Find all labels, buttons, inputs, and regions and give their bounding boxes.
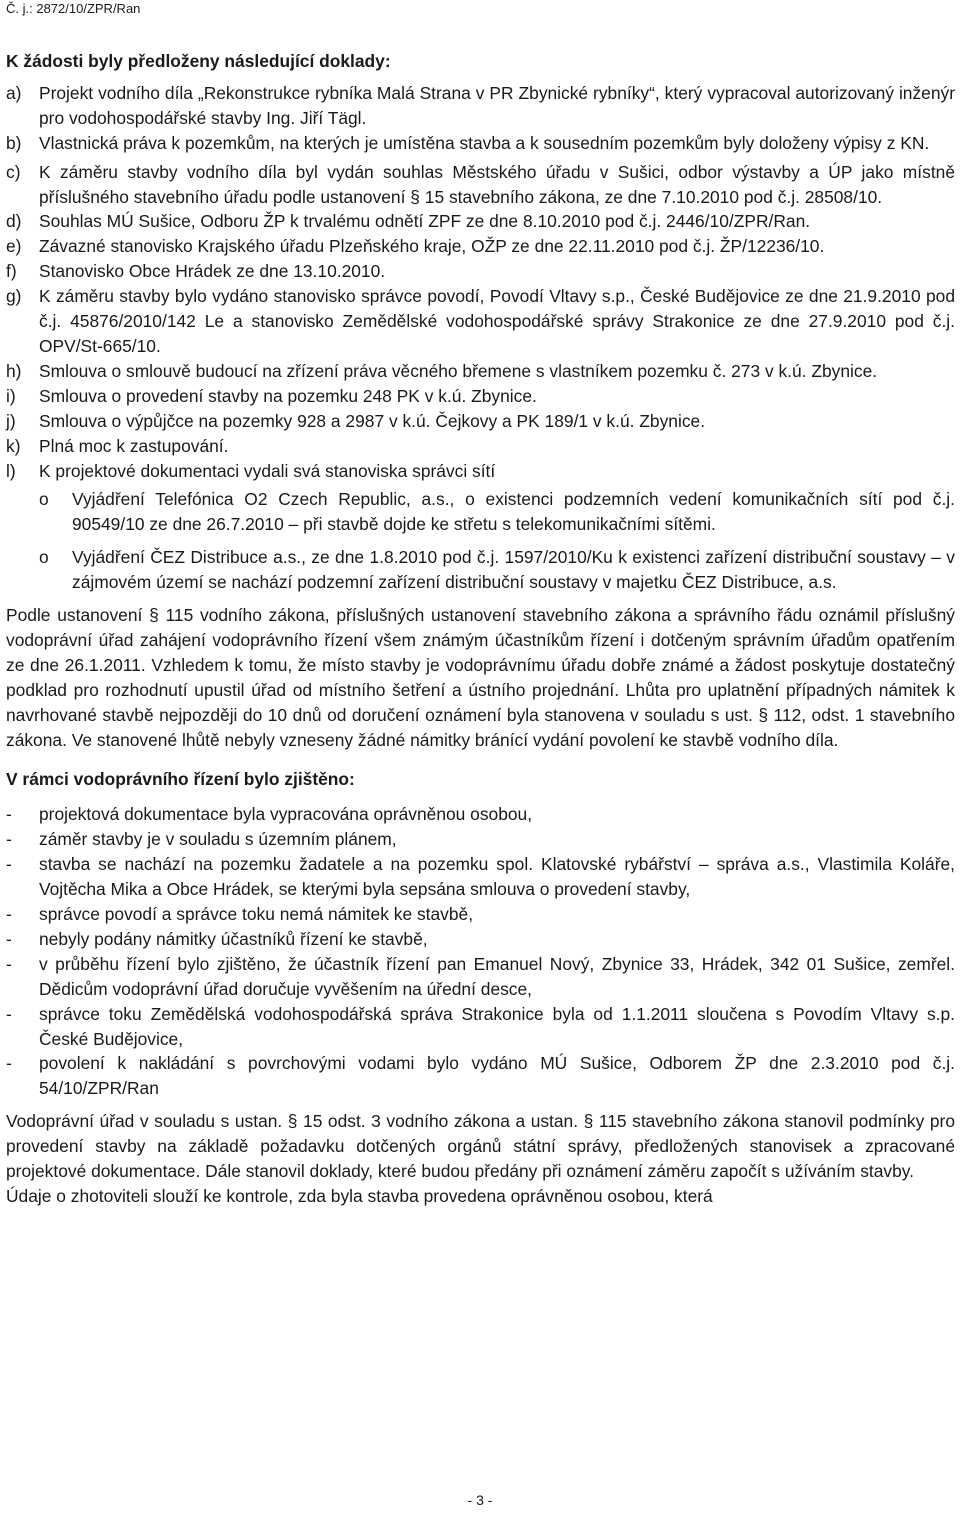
list-item — [6, 384, 955, 409]
document-page — [6, 0, 955, 1209]
list-marker: a) — [6, 82, 22, 103]
sub-list-item — [39, 545, 955, 595]
list-marker: - — [6, 829, 12, 850]
list-marker: f) — [6, 261, 17, 282]
list-marker: k) — [6, 435, 21, 456]
list-item-text: Vlastnická práva k pozemkům, na kterých je umístěna stavba a k sousedním pozemkům byly doloženy výpisy z KN. — [39, 132, 930, 153]
page-number: - 3 - — [467, 1492, 493, 1508]
list-marker: - — [6, 1053, 12, 1074]
list-marker: e) — [6, 236, 22, 257]
list-item — [6, 131, 955, 156]
list-item — [6, 927, 955, 952]
paragraph-contractor: Údaje o zhotoviteli slouží ke kontrole, zda byla stavba provedena oprávněnou osobou, která — [6, 1185, 713, 1206]
list-item — [6, 827, 955, 852]
list-item — [6, 434, 955, 459]
list-item-text: správce toku Zemědělská vodohospodářská správa Strakonice byla od 1.1.2011 sloučena s Povodím Vltavy s.p. České Budějovice, — [39, 1003, 955, 1049]
list-item-text: nebyly podány námitky účastníků řízení ke stavbě, — [39, 928, 428, 949]
list-marker: - — [6, 928, 12, 949]
list-item-text: Smlouva o výpůjčce na pozemky 928 a 2987 v k.ú. Čejkovy a PK 189/1 v k.ú. Zbynice. — [39, 410, 706, 431]
list-marker: - — [6, 854, 12, 875]
section-heading-documents: K žádosti byly předloženy následující doklady: — [6, 51, 391, 71]
list-item — [6, 409, 955, 434]
sub-list-marker: o — [39, 489, 49, 510]
list-item — [6, 952, 955, 1002]
list-item — [6, 234, 955, 259]
sub-list-item-text: Vyjádření Telefónica O2 Czech Republic, a.s., o existenci podzemních vedení komunikačních sítí pod č.j. 90549/10 ze dne 26.7.2010 – při stavbě dojde ke střetu s telekomunikačními sítěmi. — [72, 489, 955, 535]
list-item — [6, 160, 955, 210]
sub-list-marker: o — [39, 547, 49, 568]
paragraph-proceedings: Podle ustanovení § 115 vodního zákona, příslušných ustanovení stavebního zákona a správního řádu oznámil příslušný vodoprávní úřad zahájení vodoprávního řízení všem známým účastníkům řízení i dotčeným správním úřadům opatřením ze dne 26.1.2011. Vzhledem k tomu, že místo stavby je vodoprávnímu úřadu dobře známé a žádost poskytuje dostatečný podklad pro rozhodnutí upustil úřad od místního šetření a ústního projednání. Lhůta pro uplatnění případných námitek k navrhované stavbě nejpozději do 10 dnů od doručení oznámení byla stanovena v souladu s ust. § 112, odst. 1 stavebního zákona. Ve stanovené lhůtě nebyly vzneseny žádné námitky bránící vydání povolení ke stavbě vodního díla. — [6, 605, 955, 750]
list-item-text: Projekt vodního díla „Rekonstrukce rybníka Malá Strana v PR Zbynické rybníky“, který vypracoval autorizovaný inženýr pro vodohospodářské stavby Ing. Jiří Tägl. — [39, 82, 955, 128]
list-marker: - — [6, 804, 12, 825]
list-item-text: Smlouva o smlouvě budoucí na zřízení práva věcného břemene s vlastníkem pozemku č. 273 v k.ú. Zbynice. — [39, 360, 878, 381]
list-item-text: správce povodí a správce toku nemá námitek ke stavbě, — [39, 904, 474, 924]
list-marker: - — [6, 953, 12, 974]
documents-list — [6, 81, 955, 595]
list-marker: c) — [6, 161, 21, 182]
sub-list-item-text: Vyjádření ČEZ Distribuce a.s., ze dne 1.8.2010 pod č.j. 1597/2010/Ku k existenci zařízení distribuční soustavy – v zájmovém území se nachází podzemní zařízení distribuční soustavy v majetku ČEZ Distribuce, a.s. — [72, 547, 955, 593]
list-marker: i) — [6, 385, 16, 406]
list-item — [6, 459, 955, 484]
list-marker: d) — [6, 211, 22, 232]
list-marker: - — [6, 904, 12, 924]
list-marker: g) — [6, 286, 22, 307]
list-marker: b) — [6, 132, 22, 153]
list-item-text: stavba se nachází na pozemku žadatele a na pozemku spol. Klatovské rybářství – správa a.s., Vlastimila Koláře, Vojtěcha Mika a Obce Hrádek, se kterými byla sepsána smlouva o provedení stavby, — [39, 854, 955, 900]
list-item-text: K projektové dokumentaci vydali svá stanoviska správci sítí — [39, 460, 496, 481]
findings-list — [6, 802, 955, 1101]
list-marker: - — [6, 1003, 12, 1024]
list-item-text: projektová dokumentace byla vypracována oprávněnou osobou, — [39, 804, 533, 825]
list-item — [6, 852, 955, 902]
list-item-text: v průběhu řízení bylo zjištěno, že účastník řízení pan Emanuel Nový, Zbynice 33, Hrádek, 342 01 Sušice, zemřel. Dědicům vodoprávní úřad doručuje vyvěšením na úřední desce, — [39, 953, 955, 999]
list-item — [6, 802, 955, 827]
list-item-text: Souhlas MÚ Sušice, Odboru ŽP k trvalému odnětí ZPF ze dne 8.10.2010 pod č.j. 2446/10/ZPR/Ran. — [39, 211, 811, 232]
paragraph-conditions: Vodoprávní úřad v souladu s ustan. § 15 odst. 3 vodního zákona a ustan. § 115 stavebního zákona stanovil podmínky pro provedení stavby na základě požadavku dotčených orgánů státní správy, předložených stanovisek a zpracované projektové dokumentace. Dále stanovil doklady, které budou předány při oznámení záměru započít s užíváním stavby. — [6, 1111, 955, 1182]
list-item-text: Závazné stanovisko Krajského úřadu Plzeňského kraje, OŽP ze dne 22.11.2010 pod č.j. ŽP/12236/10. — [39, 236, 825, 257]
list-item-text: K záměru stavby bylo vydáno stanovisko správce povodí, Povodí Vltavy s.p., České Budějovice ze dne 21.9.2010 pod č.j. 45876/2010/142 Le a stanovisko Zemědělské vodohospodářské správy Strakonice ze dne 27.9.2010 pod č.j. OPV/St-665/10. — [39, 286, 955, 356]
list-item-text: Smlouva o provedení stavby na pozemku 248 PK v k.ú. Zbynice. — [39, 385, 537, 406]
list-item — [6, 1051, 955, 1101]
list-item — [6, 1002, 955, 1052]
list-item — [6, 284, 955, 359]
list-item — [6, 359, 955, 384]
list-item — [6, 209, 955, 234]
section-heading-findings: V rámci vodoprávního řízení bylo zjištěno: — [6, 769, 355, 790]
sub-list-item — [39, 487, 955, 537]
list-item-text: Plná moc k zastupování. — [39, 435, 229, 456]
list-item-text: K záměru stavby vodního díla byl vydán souhlas Městského úřadu v Sušici, odbor výstavby a ÚP jako místně příslušného stavebního úřadu podle ustanovení § 15 stavebního zákona, ze dne 7.10.2010 pod č.j. 28508/10. — [39, 161, 955, 207]
list-item-text: záměr stavby je v souladu s územním plánem, — [39, 829, 397, 850]
list-item-text: povolení k nakládání s povrchovými vodami bylo vydáno MÚ Sušice, Odborem ŽP dne 2.3.2010 pod č.j. 54/10/ZPR/Ran — [39, 1053, 955, 1099]
reference-number: Č. j.: 2872/10/ZPR/Ran — [6, 1, 141, 16]
list-item-text: Stanovisko Obce Hrádek ze dne 13.10.2010. — [39, 261, 386, 282]
list-marker: h) — [6, 360, 22, 381]
list-item — [6, 81, 955, 131]
list-marker: l) — [6, 460, 16, 481]
list-item — [6, 902, 955, 927]
list-item — [6, 259, 955, 284]
list-marker: j) — [6, 410, 16, 431]
